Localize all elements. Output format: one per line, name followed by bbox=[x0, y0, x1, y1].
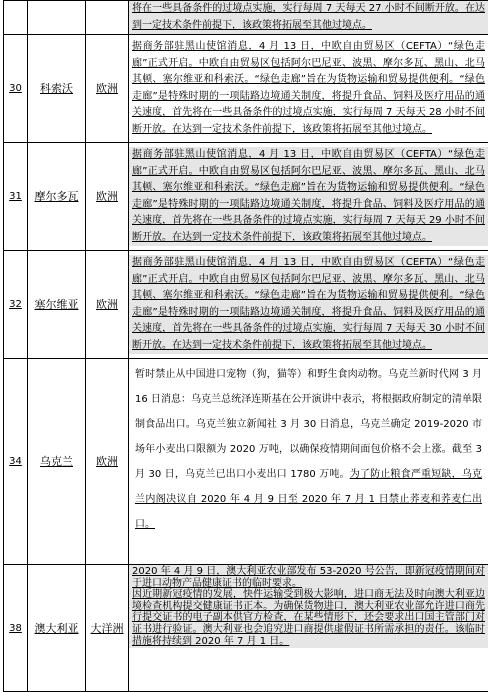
policy-text-cell bbox=[129, 143, 488, 251]
policy-text bbox=[129, 565, 488, 648]
region-name: 欧洲 bbox=[86, 251, 129, 359]
row-number: 34 bbox=[4, 359, 28, 565]
policy-text: 将在一些具备条件的过境点实施，实行每周 7 天每天 27 小时不间断开放。在达到一定技术条件前提下，该政策将拓展至其他过境点。 bbox=[129, 1, 488, 34]
region-name: 欧洲 bbox=[86, 143, 129, 251]
policy-table bbox=[3, 0, 488, 692]
table-row bbox=[4, 359, 488, 565]
region-name: 欧洲 bbox=[86, 35, 129, 143]
policy-text-cell bbox=[129, 251, 488, 359]
policy-paragraph: 因近期新冠疫情的发展，快件运输受到极大影响，进口商无法及时向澳大利亚边境检查机构提交健康证书正本。为确保货物进口，澳大利亚农业部允许进口商先行提交证书的电子副本供官方检查，在某些情形下，还会要求出口国主管部门对证书进行验证。澳大利亚也会追究进口商提供虚假证书所需承担的责任。该临时措施将持续到 2020 年 7 月 1 日。 bbox=[132, 589, 485, 647]
policy-text: 据商务部驻黑山使馆消息，4 月 13 日，中欧自由贸易区（CEFTA）“绿色走廊”正式开启。中欧自由贸易区包括阿尔巴尼亚、波黑、摩尔多瓦、黑山、北马其顿、塞尔维亚和科索沃。“绿色走廊”旨在为货物运输和贸易提供便利。“绿色走廊”是特殊时期的一项陆路边境通关制度，将提升食品、饲料及医疗用品的通关速度，首先将在一些具备条件的过境点实施，实行每周 7 天每天 30 小时不间断开放。在达到一定技术条件前提下，该政策将拓展至其他过境点。 bbox=[129, 255, 488, 354]
row-number: 31 bbox=[4, 143, 28, 251]
country-cell bbox=[28, 1, 86, 35]
row-number-cell bbox=[4, 1, 28, 35]
table-row bbox=[4, 565, 488, 692]
policy-text: 据商务部驻黑山使馆消息，4 月 13 日，中欧自由贸易区（CEFTA）“绿色走廊”正式开启。中欧自由贸易区包括阿尔巴尼亚、波黑、摩尔多瓦、黑山、北马其顿、塞尔维亚和科索沃。“绿色走廊”旨在为货物运输和贸易提供便利。“绿色走廊”是特殊时期的一项陆路边境通关制度，将提升食品、饲料及医疗用品的通关速度，首先将在一些具备条件的过境点实施，实行每周 7 天每天 29 小时不间断开放。在达到一定技术条件前提下，该政策将拓展至其他过境点。 bbox=[129, 147, 488, 246]
row-number: 30 bbox=[4, 35, 28, 143]
region-name: 欧洲 bbox=[86, 359, 129, 565]
policy-text-cell bbox=[129, 359, 488, 565]
row-number: 32 bbox=[4, 251, 28, 359]
country-name: 澳大利亚 bbox=[28, 565, 86, 692]
row-number: 38 bbox=[4, 565, 28, 692]
region-name: 大洋洲 bbox=[86, 565, 129, 692]
policy-text-part-underlined: 为了防止粮食严重短缺，乌克兰内阁决议自 2020 年 4 月 9 日至 2020 年 7 月 1 日禁止荞麦和荞麦仁出口。 bbox=[135, 469, 482, 530]
country-name: 摩尔多瓦 bbox=[28, 143, 86, 251]
policy-paragraph: 2020 年 4 月 9 日，澳大利亚农业部发布 53-2020 号公告，即新冠疫情期间对于进口动物产品健康证书的临时要求。 bbox=[132, 566, 485, 589]
table-row-continued bbox=[4, 1, 488, 35]
policy-text-cell bbox=[129, 565, 488, 692]
policy-text-cell bbox=[129, 35, 488, 143]
table-row bbox=[4, 251, 488, 359]
policy-text-cell bbox=[129, 1, 488, 35]
policy-text: 据商务部驻黑山使馆消息，4 月 13 日，中欧自由贸易区（CEFTA）“绿色走廊”正式开启。中欧自由贸易区包括阿尔巴尼亚、波黑、摩尔多瓦、黑山、北马其顿、塞尔维亚和科索沃。“绿色走廊”旨在为货物运输和贸易提供便利。“绿色走廊”是特殊时期的一项陆路边境通关制度，将提升食品、饲料及医疗用品的通关速度，首先将在一些具备条件的过境点实施，实行每周 7 天每天 28 小时不间断开放。在达到一定技术条件前提下，该政策将拓展至其他过境点。 bbox=[129, 39, 488, 138]
country-name: 乌克兰 bbox=[28, 359, 86, 565]
region-cell bbox=[86, 1, 129, 35]
policy-text bbox=[129, 359, 488, 537]
table-row bbox=[4, 35, 488, 143]
policy-text-part: 暂时禁止从中国进口宠物（狗，猫等）和野生食肉动物。乌克兰新时代网 3 月 16 日消息：乌克兰总统泽连斯基在公开演讲中表示，将根据政府制定的清单限制食品出口。乌克兰独立新闻社 3 月 30 日消息，乌克兰确定 2019-2020 市场年小麦出口限额为 2020 万吨，以确保疫情期间面包价格不会上涨。截至 3 月 30 日，乌克兰已出口小麦出口 1780 万吨。 bbox=[135, 369, 482, 480]
country-name: 科索沃 bbox=[28, 35, 86, 143]
country-name: 塞尔维亚 bbox=[28, 251, 86, 359]
table-row bbox=[4, 143, 488, 251]
